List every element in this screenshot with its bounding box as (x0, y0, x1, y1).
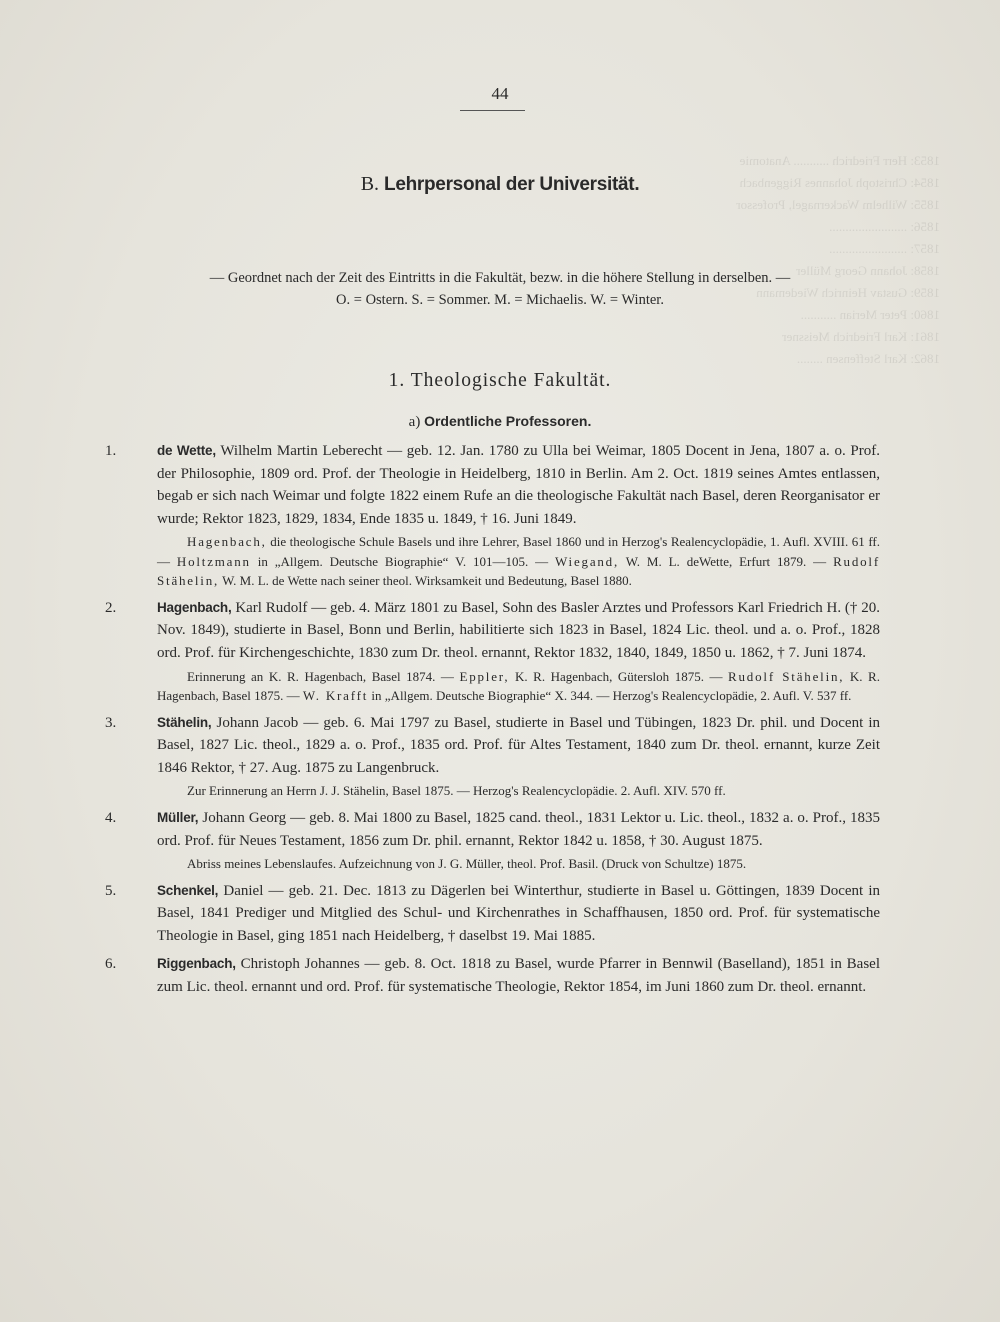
entry-biography (157, 712, 880, 780)
literature-author: W. Krafft (302, 688, 369, 704)
professor-entry (100, 440, 880, 591)
literature-text: die theologische Schule Basels und ihre Lehrer, Basel 1860 und in Herzog's Realencyclopädie, 1. Aufl. XVIII. 61 ff. — (157, 534, 880, 569)
literature-author: Holtzmann (176, 553, 251, 569)
literature-text: Abriss meines Lebenslaufes. Aufzeichnung von J. G. Müller, theol. Prof. Basil. (Druck von Schultze) 1875. (187, 856, 747, 872)
professor-entry (100, 807, 880, 874)
literature-text: in „Allgem. Deutsche Biographie“ X. 344. — Herzog's Realencyclopädie, 2. Aufl. V. 537 ff. (368, 688, 852, 704)
page-number-rule (460, 110, 525, 111)
entry-surname: Müller, (157, 809, 199, 825)
entry-biography-text: Karl Rudolf — geb. 4. März 1801 zu Basel, Sohn des Basler Arztes und Professors Karl Friedrich H. († 20. Nov. 1849), studierte in Basel, Bonn und Berlin, habilitierte sich 1823 in Basel, 1824 Lic. theol. und a. o. Prof., 1828 ord. Prof. für Kirchengeschichte, 1830 zum Dr. theol. ernannt, Rektor 1832, 1840, 1849, 1850 u. 1862, † 7. Juni 1874. (157, 599, 880, 662)
literature-text: Erinnerung an K. R. Hagenbach, Basel 1874. — (187, 668, 460, 684)
section-title (0, 173, 1000, 196)
entry-biography (157, 807, 880, 852)
reverse-side-bleed-through: 1853: Herr Friedrich ........... Anatomie 1854: Christoph Johannes Riggenbach 1855: Wilhelm Wackernagel, Professor 1856: ........................ 1857: ........................ 1858: Johann Georg Müller 1859: Gustav Heinrich Wiedemann 1860: Peter Merian ........... 1861: Karl Friedrich Meissner 1862: Karl Steffensen ........ (736, 153, 940, 366)
section-heading: Lehrpersonal der Universität. (384, 174, 640, 195)
entry-surname: Hagenbach, (157, 599, 232, 615)
literature-text: K. R. Hagenbach, Gütersloh 1875. — (509, 668, 729, 684)
literature-text: W. M. L. deWette, Erfurt 1879. — (619, 553, 834, 569)
literature-author: Rudolf Stähelin, (157, 553, 880, 589)
section-prefix: B. (360, 173, 380, 195)
literature-author: Eppler, (459, 668, 510, 684)
professor-list (100, 440, 880, 1005)
literature-text: in „Allgem. Deutsche Biographie“ V. 101—105. — (250, 553, 555, 569)
literature-text: K. R. Hagenbach, Basel 1875. — (157, 668, 880, 704)
literature-author: Rudolf Stähelin, (728, 668, 845, 684)
entry-surname: Stähelin, (157, 714, 212, 730)
literature-author: Wiegand, (554, 553, 620, 569)
professor-entry (100, 712, 880, 801)
entry-biography (157, 597, 880, 665)
entry-surname: Riggenbach, (157, 956, 236, 972)
entry-biography (157, 953, 880, 998)
entry-literature (100, 854, 880, 874)
entry-literature (100, 781, 880, 801)
entry-biography-text: Christoph Johannes — geb. 8. Oct. 1818 zu Basel, wurde Pfarrer in Bennwil (Baselland), 1851 in Basel zum Lic. theol. ernannt und ord. Prof. für systematische Theologie, Rektor 1854, im Juni 1860 zum Dr. theol. ernannt. (157, 956, 881, 995)
entry-surname: Schenkel, (157, 882, 219, 898)
entry-biography-text: Johann Georg — geb. 8. Mai 1800 zu Basel, 1825 cand. theol., 1831 Lektor u. Lic. theol., 1832 a. o. Prof., 1835 ord. Prof. für Neues Testament, 1856 zum Dr. phil. ernannt, Rektor 1842 u. 1858, † 30. August 1875. (157, 809, 881, 849)
professor-entry (100, 880, 880, 948)
page-number: 44 (491, 84, 509, 103)
entry-surname: de Wette, (157, 443, 216, 458)
faculty-title: 1. Theologische Fakultät. (388, 370, 612, 391)
entry-biography-text: Johann Jacob — geb. 6. Mai 1797 zu Basel, studierte in Basel und Tübingen, 1823 Dr. phil. und Docent in Basel, 1827 Lic. theol., 1829 a. o. Prof., 1835 ord. Prof. für Altes Testament, 1840 zum Dr. theol. ernannt, kurze Zeit 1846 Rektor, † 27. Aug. 1875 zu Langenbruck. (157, 714, 880, 776)
professor-entry (100, 597, 880, 706)
rank-title (0, 413, 1000, 431)
literature-author: Hagenbach, (187, 534, 267, 550)
entry-number: 3. (105, 714, 117, 731)
ordering-note: — Geordnet nach der Zeit des Eintritts in die Fakultät, bezw. in die höhere Stellung in derselben. — (209, 270, 791, 286)
rank-heading: Ordentliche Professoren. (424, 413, 592, 429)
entry-literature (100, 532, 880, 591)
entry-number: 2. (105, 599, 117, 616)
literature-text: W. M. L. de Wette nach seiner theol. Wirksamkeit und Bedeutung, Basel 1880. (219, 573, 632, 589)
entry-biography (157, 440, 880, 530)
entry-biography-text: Wilhelm Martin Leberecht — geb. 12. Jan. 1780 zu Ulla bei Weimar, 1805 Docent in Jena, 1807 a. o. Prof. der Philosophie, 1809 ord. Prof. der Theologie in Heidelberg, 1810 in Berlin. Am 2. Oct. 1819 seines Amtes entlassen, begab er sich nach Weimar und folgte 1822 einem Rufe an die theologische Fakultät nach Basel, deren Reorganisator er wurde; Rektor 1823, 1829, 1834, Ende 1835 u. 1849, † 16. Juni 1849. (157, 443, 881, 527)
professor-entry (100, 953, 880, 998)
entry-number: 5. (105, 882, 117, 899)
entry-biography (157, 880, 880, 948)
abbreviation-note: O. = Ostern. S. = Sommer. M. = Michaelis. W. = Winter. (336, 292, 664, 308)
entry-number: 6. (105, 956, 117, 973)
entry-biography-text: Daniel — geb. 21. Dec. 1813 zu Dägerlen bei Winterthur, studierte in Basel u. Göttingen, 1839 Docent in Basel, 1841 Prediger und Mitglied des Schul- und Kirchenrathes in Schaffhausen, 1850 ord. Prof. für systematische Theologie in Basel, ging 1851 nach Heidelberg, † daselbst 19. Mai 1885. (157, 882, 881, 944)
rank-prefix: a) (408, 414, 421, 430)
literature-text: Zur Erinnerung an Herrn J. J. Stähelin, Basel 1875. — Herzog's Realencyclopädie. 2. Aufl. XIV. 570 ff. (187, 783, 726, 799)
entry-number: 1. (105, 443, 117, 459)
entry-literature (100, 667, 880, 706)
entry-number: 4. (105, 809, 117, 826)
